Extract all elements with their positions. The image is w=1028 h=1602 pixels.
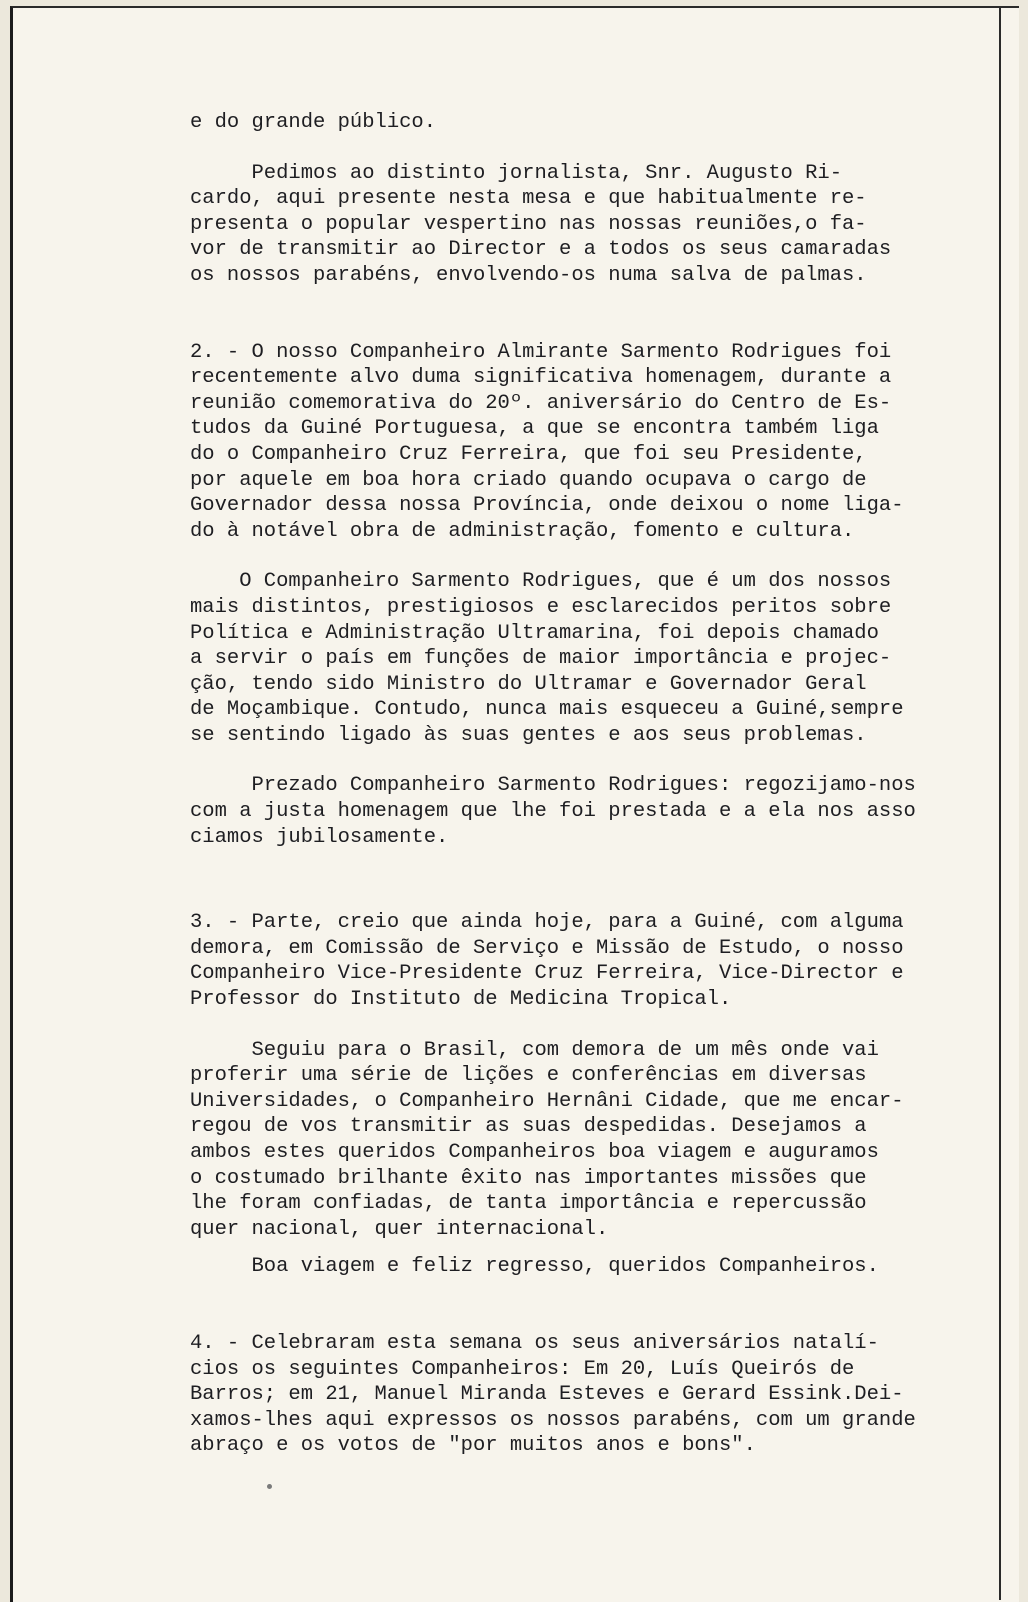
text-line: do o Companheiro Cruz Ferreira, que foi seu Presidente, [190,442,867,466]
paragraph-intro-end [190,110,990,136]
text-line: xamos-lhes aqui expressos os nossos parabéns, com um grande [190,1408,916,1432]
text-line: e do grande público. [190,111,437,134]
text-line: ambos estes queridos Companheiros boa viagem e auguramos [190,1141,879,1164]
text-line: Pedimos ao distinto jornalista, Snr. Augusto Ri- [190,161,843,185]
text-line: recentemente alvo duma significativa homenagem, durante a [190,366,892,390]
paragraph-item-4 [190,1331,990,1459]
paragraph-congratulations [190,773,990,850]
text-line: lhe foram confiadas, de tanta importância e repercussão [190,1192,867,1216]
text-line: Prezado Companheiro Sarmento Rodrigues: regozijamo-nos [190,774,916,798]
text-line: por aquele em boa hora criado quando ocupava o cargo de [190,468,867,492]
text-line: presenta o popular vespertino nas nossas reuniões,o fa- [190,212,867,236]
text-line: o costumado brilhante êxito nas importantes missões que [190,1166,867,1190]
text-line: Governador dessa nossa Província, onde deixou o nome liga- [190,494,904,518]
paragraph-brazil-trip [190,1038,990,1243]
document-body [190,110,990,1459]
text-line: regou de vos transmitir as suas despedidas. Desejamos a [190,1115,867,1139]
text-line: quer nacional, quer internacional. [190,1217,609,1241]
paragraph-sarmento-rodrigues [190,569,990,748]
text-line: Seguiu para o Brasil, com demora de um mês onde vai [190,1038,879,1062]
text-line: Companheiro Vice-Presidente Cruz Ferreira, Vice-Director e [190,962,904,986]
text-line: O Companheiro Sarmento Rodrigues, que é um dos nossos [190,570,892,594]
text-line: abraço e os votos de "por muitos anos e bons". [190,1434,756,1458]
text-line: Boa viagem e feliz regresso, queridos Companheiros. [190,1255,879,1279]
text-line: Barros; em 21, Manuel Miranda Esteves e Gerard Essink.Dei- [190,1383,904,1407]
text-line: Política e Administração Ultramarina, foi depois chamado [190,621,879,645]
text-line: 4. - Celebraram esta semana os seus aniversários natalí- [190,1331,879,1355]
text-line: a servir o país em funções de maior importância e projec- [190,647,892,671]
paragraph-item-2 [190,340,990,545]
text-line: proferir uma série de lições e conferências em diversas [190,1064,867,1088]
text-line: de Moçambique. Contudo, nunca mais esqueceu a Guiné,sempre [190,698,904,722]
paragraph-item-3 [190,910,990,1012]
text-line: do à notável obra de administração, fomento e cultura. [190,519,855,543]
text-line: Universidades, o Companheiro Hernâni Cidade, que me encar- [190,1089,904,1113]
text-line: mais distintos, prestigiosos e esclarecidos peritos sobre [190,595,892,619]
text-line: reunião comemorativa do 20º. aniversário do Centro de Es- [190,391,892,415]
text-line: cardo, aqui presente nesta mesa e que habitualmente re- [190,187,867,211]
text-line: cios os seguintes Companheiros: Em 20, Luís Queirós de [190,1357,855,1381]
text-line: 2. - O nosso Companheiro Almirante Sarmento Rodrigues foi [190,340,892,364]
text-line: Professor do Instituto de Medicina Tropical. [190,988,732,1012]
text-line: ção, tendo sido Ministro do Ultramar e Governador Geral [190,672,867,696]
text-line: demora, em Comissão de Serviço e Missão de Estudo, o nosso [190,936,904,960]
paragraph-farewell [190,1254,990,1280]
paragraph-journalist-thanks [190,161,990,289]
text-line: vor de transmitir ao Director e a todos os seus camaradas [190,238,892,262]
text-line: ciamos jubilosamente. [190,825,449,849]
text-line: os nossos parabéns, envolvendo-os numa salva de palmas. [190,263,867,287]
page-border-rule [999,6,1001,1600]
text-line: com a justa homenagem que lhe foi prestada e a ela nos asso [190,800,916,824]
text-line: 3. - Parte, creio que ainda hoje, para a Guiné, com alguma [190,911,904,935]
text-line: tudos da Guiné Portuguesa, a que se encontra também liga [190,417,879,441]
text-line: se sentindo ligado às suas gentes e aos seus problemas. [190,723,867,747]
ink-speck [267,1484,272,1489]
